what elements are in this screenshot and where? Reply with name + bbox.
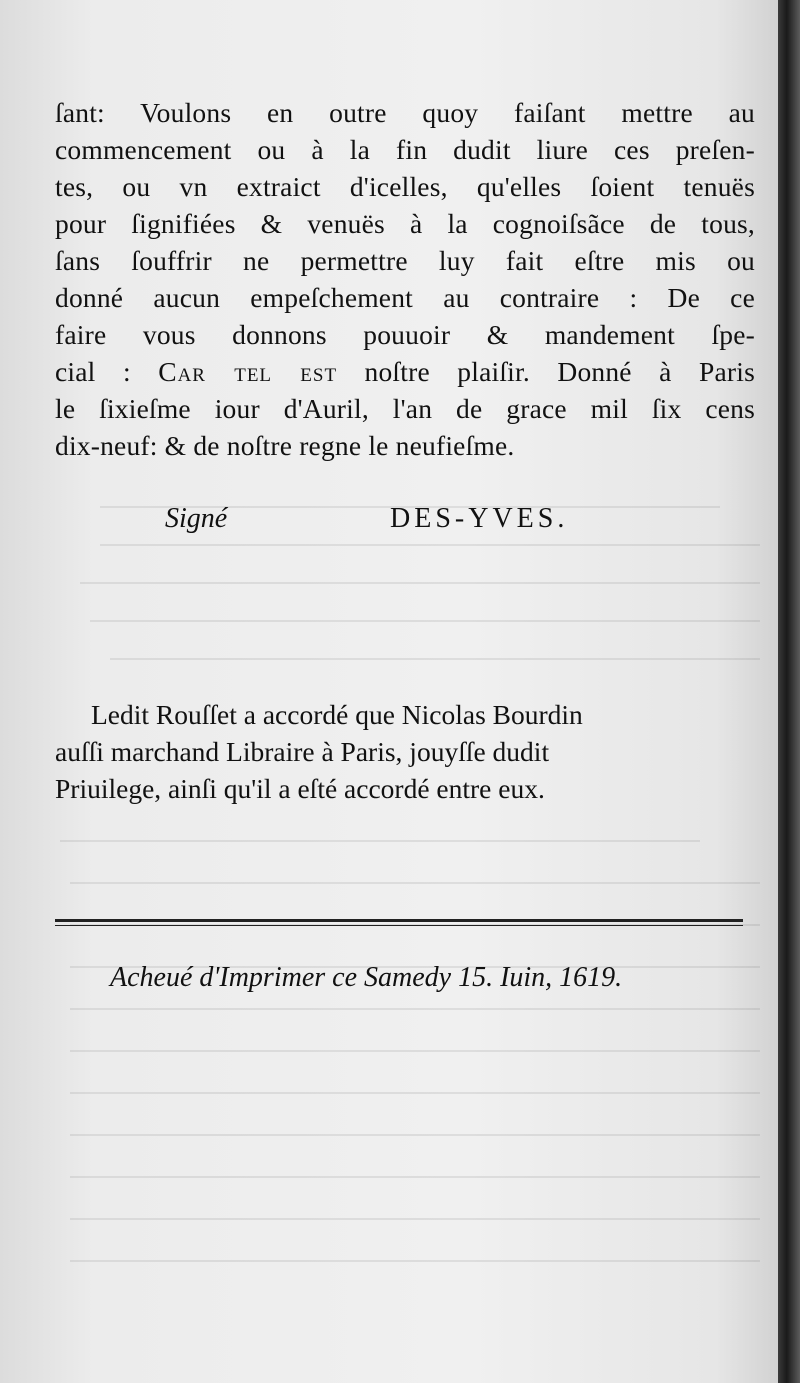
show-through-decoration-lower <box>60 800 760 1300</box>
text-line: faire vous donnons pouuoir & mandement ſpe- <box>55 319 755 350</box>
transfer-note <box>55 696 745 807</box>
privilege-text <box>55 94 755 464</box>
page-edge-shadow <box>778 0 800 1383</box>
text-line: Ledit Rouſſet a accordé que Nicolas Bourdin <box>91 699 583 730</box>
text-line: le ſixieſme iour d'Auril, l'an de grace mil ſix cens <box>55 393 755 424</box>
text-line: pour ſignifiées & venuës à la cognoiſsãce de tous, <box>55 208 755 239</box>
text-line: ſans ſouffrir ne permettre luy fait eſtre mis ou <box>55 245 755 276</box>
text-segment: cial : <box>55 356 159 387</box>
text-line: donné aucun empeſchement au contraire : De ce <box>55 282 755 313</box>
text-line: commencement ou à la fin dudit liure ces preſen- <box>55 134 755 165</box>
text-segment: noſtre plaiſir. Donné à Paris <box>337 356 755 387</box>
text-line <box>55 353 755 390</box>
text-line: auſſi marchand Libraire à Paris, jouyſſe dudit <box>55 736 550 767</box>
colophon: Acheué d'Imprimer ce Samedy 15. Iuin, 1619. <box>110 962 623 993</box>
text-line: ſant: Voulons en outre quoy faiſant mettre au <box>55 97 755 128</box>
text-line: Priuilege, ainſi qu'il a eſté accordé entre eux. <box>55 773 545 804</box>
signature-label: Signé <box>165 503 228 534</box>
text-line: tes, ou vn extraict d'icelles, qu'elles ſoient tenuës <box>55 171 755 202</box>
signatory-name: DES-YVES. <box>390 503 569 534</box>
printed-rule <box>55 919 743 926</box>
text-line: dix-neuf: & de noſtre regne le neufieſme. <box>55 430 515 461</box>
small-caps-phrase: Car tel est <box>158 356 338 387</box>
